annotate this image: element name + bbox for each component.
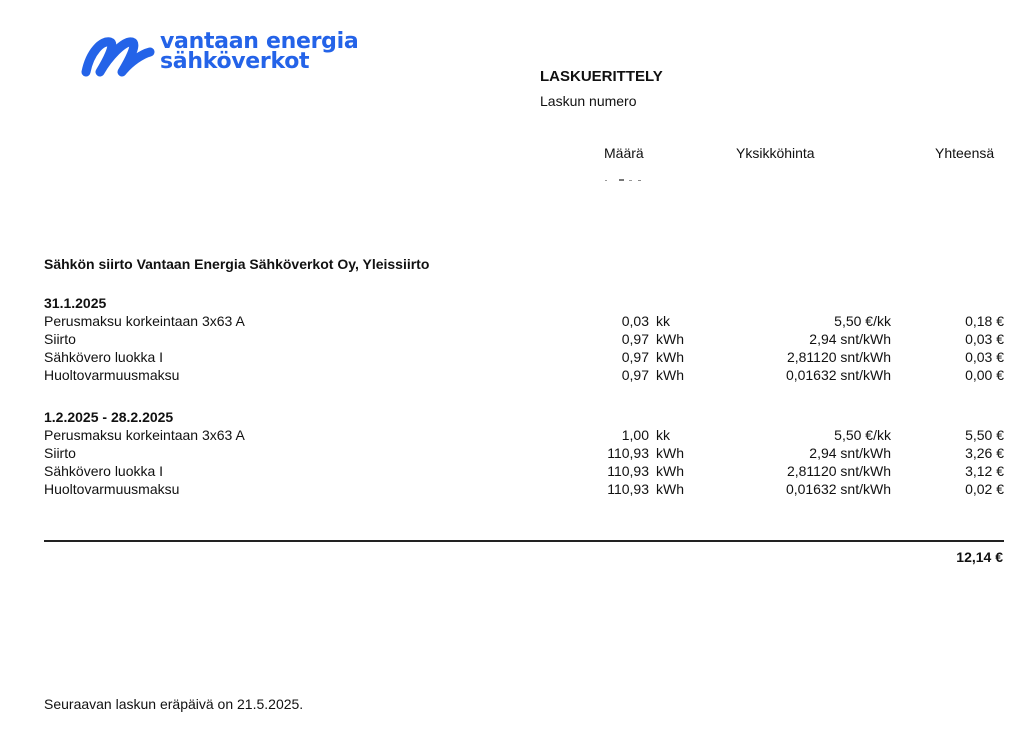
item-unit-price: 2,81120 snt/kWh [786, 463, 891, 479]
item-quantity-unit: kWh [656, 445, 684, 461]
table-row [44, 330, 1004, 348]
column-header-quantity: Määrä [604, 145, 644, 161]
item-quantity-unit: kk [656, 427, 670, 443]
table-row [44, 348, 1004, 366]
item-unit-price: 0,01632 snt/kWh [785, 367, 891, 383]
item-name: Huoltovarmuusmaksu [44, 367, 180, 383]
grand-total: 12,14 € [956, 549, 1003, 565]
item-quantity: 0,97 [621, 367, 649, 383]
table-row [44, 444, 1004, 462]
table-row [44, 366, 1004, 384]
period-label: 31.1.2025 [44, 295, 107, 311]
table-row [44, 480, 1004, 498]
item-quantity-unit: kWh [656, 463, 684, 479]
scan-artifact [605, 179, 641, 182]
invoice-number-label: Laskun numero [540, 93, 637, 109]
item-total: 3,26 € [965, 445, 1004, 461]
item-quantity: 0,97 [621, 349, 649, 365]
item-quantity: 0,97 [621, 331, 649, 347]
item-unit-price: 5,50 €/kk [834, 313, 891, 329]
item-unit-price: 2,81120 snt/kWh [786, 349, 891, 365]
item-unit-price: 5,50 €/kk [834, 427, 891, 443]
item-total: 0,03 € [965, 331, 1004, 347]
next-due-date-note: Seuraavan laskun eräpäivä on 21.5.2025. [44, 696, 304, 712]
document-title: LASKUERITTELY [540, 68, 663, 85]
item-total: 0,03 € [965, 349, 1004, 365]
company-logo [80, 30, 370, 86]
logo-wordmark [160, 29, 359, 74]
item-quantity-unit: kWh [656, 367, 684, 383]
item-name: Huoltovarmuusmaksu [44, 481, 180, 497]
table-row [44, 312, 1004, 330]
item-total: 0,18 € [965, 313, 1004, 329]
item-quantity: 110,93 [607, 481, 649, 497]
column-header-unit-price: Yksikköhinta [736, 145, 815, 161]
item-name: Perusmaksu korkeintaan 3x63 A [44, 427, 245, 443]
item-total: 0,00 € [965, 367, 1004, 383]
item-unit-price: 0,01632 snt/kWh [785, 481, 891, 497]
item-quantity: 1,00 [621, 427, 649, 443]
item-name: Siirto [44, 445, 76, 461]
item-quantity-unit: kWh [656, 481, 684, 497]
item-unit-price: 2,94 snt/kWh [809, 445, 891, 461]
item-quantity: 0,03 [621, 313, 649, 329]
column-header-total: Yhteensä [935, 145, 995, 161]
item-quantity: 110,93 [607, 445, 649, 461]
item-total: 3,12 € [965, 463, 1004, 479]
table-row [44, 426, 1004, 444]
item-name: Perusmaksu korkeintaan 3x63 A [44, 313, 245, 329]
total-divider [44, 540, 1004, 542]
item-quantity-unit: kWh [656, 349, 684, 365]
table-row [44, 462, 1004, 480]
vantaa-energia-logo-icon [80, 32, 156, 80]
billing-period [44, 294, 1004, 384]
item-quantity-unit: kk [656, 313, 670, 329]
item-total: 0,02 € [965, 481, 1004, 497]
item-name: Siirto [44, 331, 76, 347]
logo-line-1: vantaan energia [160, 29, 359, 54]
item-quantity: 110,93 [607, 463, 649, 479]
item-quantity-unit: kWh [656, 331, 684, 347]
billing-period [44, 408, 1004, 498]
section-title: Sähkön siirto Vantaan Energia Sähköverkot Oy, Yleissiirto [44, 256, 430, 272]
item-total: 5,50 € [965, 427, 1004, 443]
period-label: 1.2.2025 - 28.2.2025 [44, 409, 174, 425]
item-unit-price: 2,94 snt/kWh [809, 331, 891, 347]
item-name: Sähkövero luokka I [44, 463, 164, 479]
item-name: Sähkövero luokka I [44, 349, 164, 365]
logo-line-2: sähköverkot [160, 49, 310, 74]
